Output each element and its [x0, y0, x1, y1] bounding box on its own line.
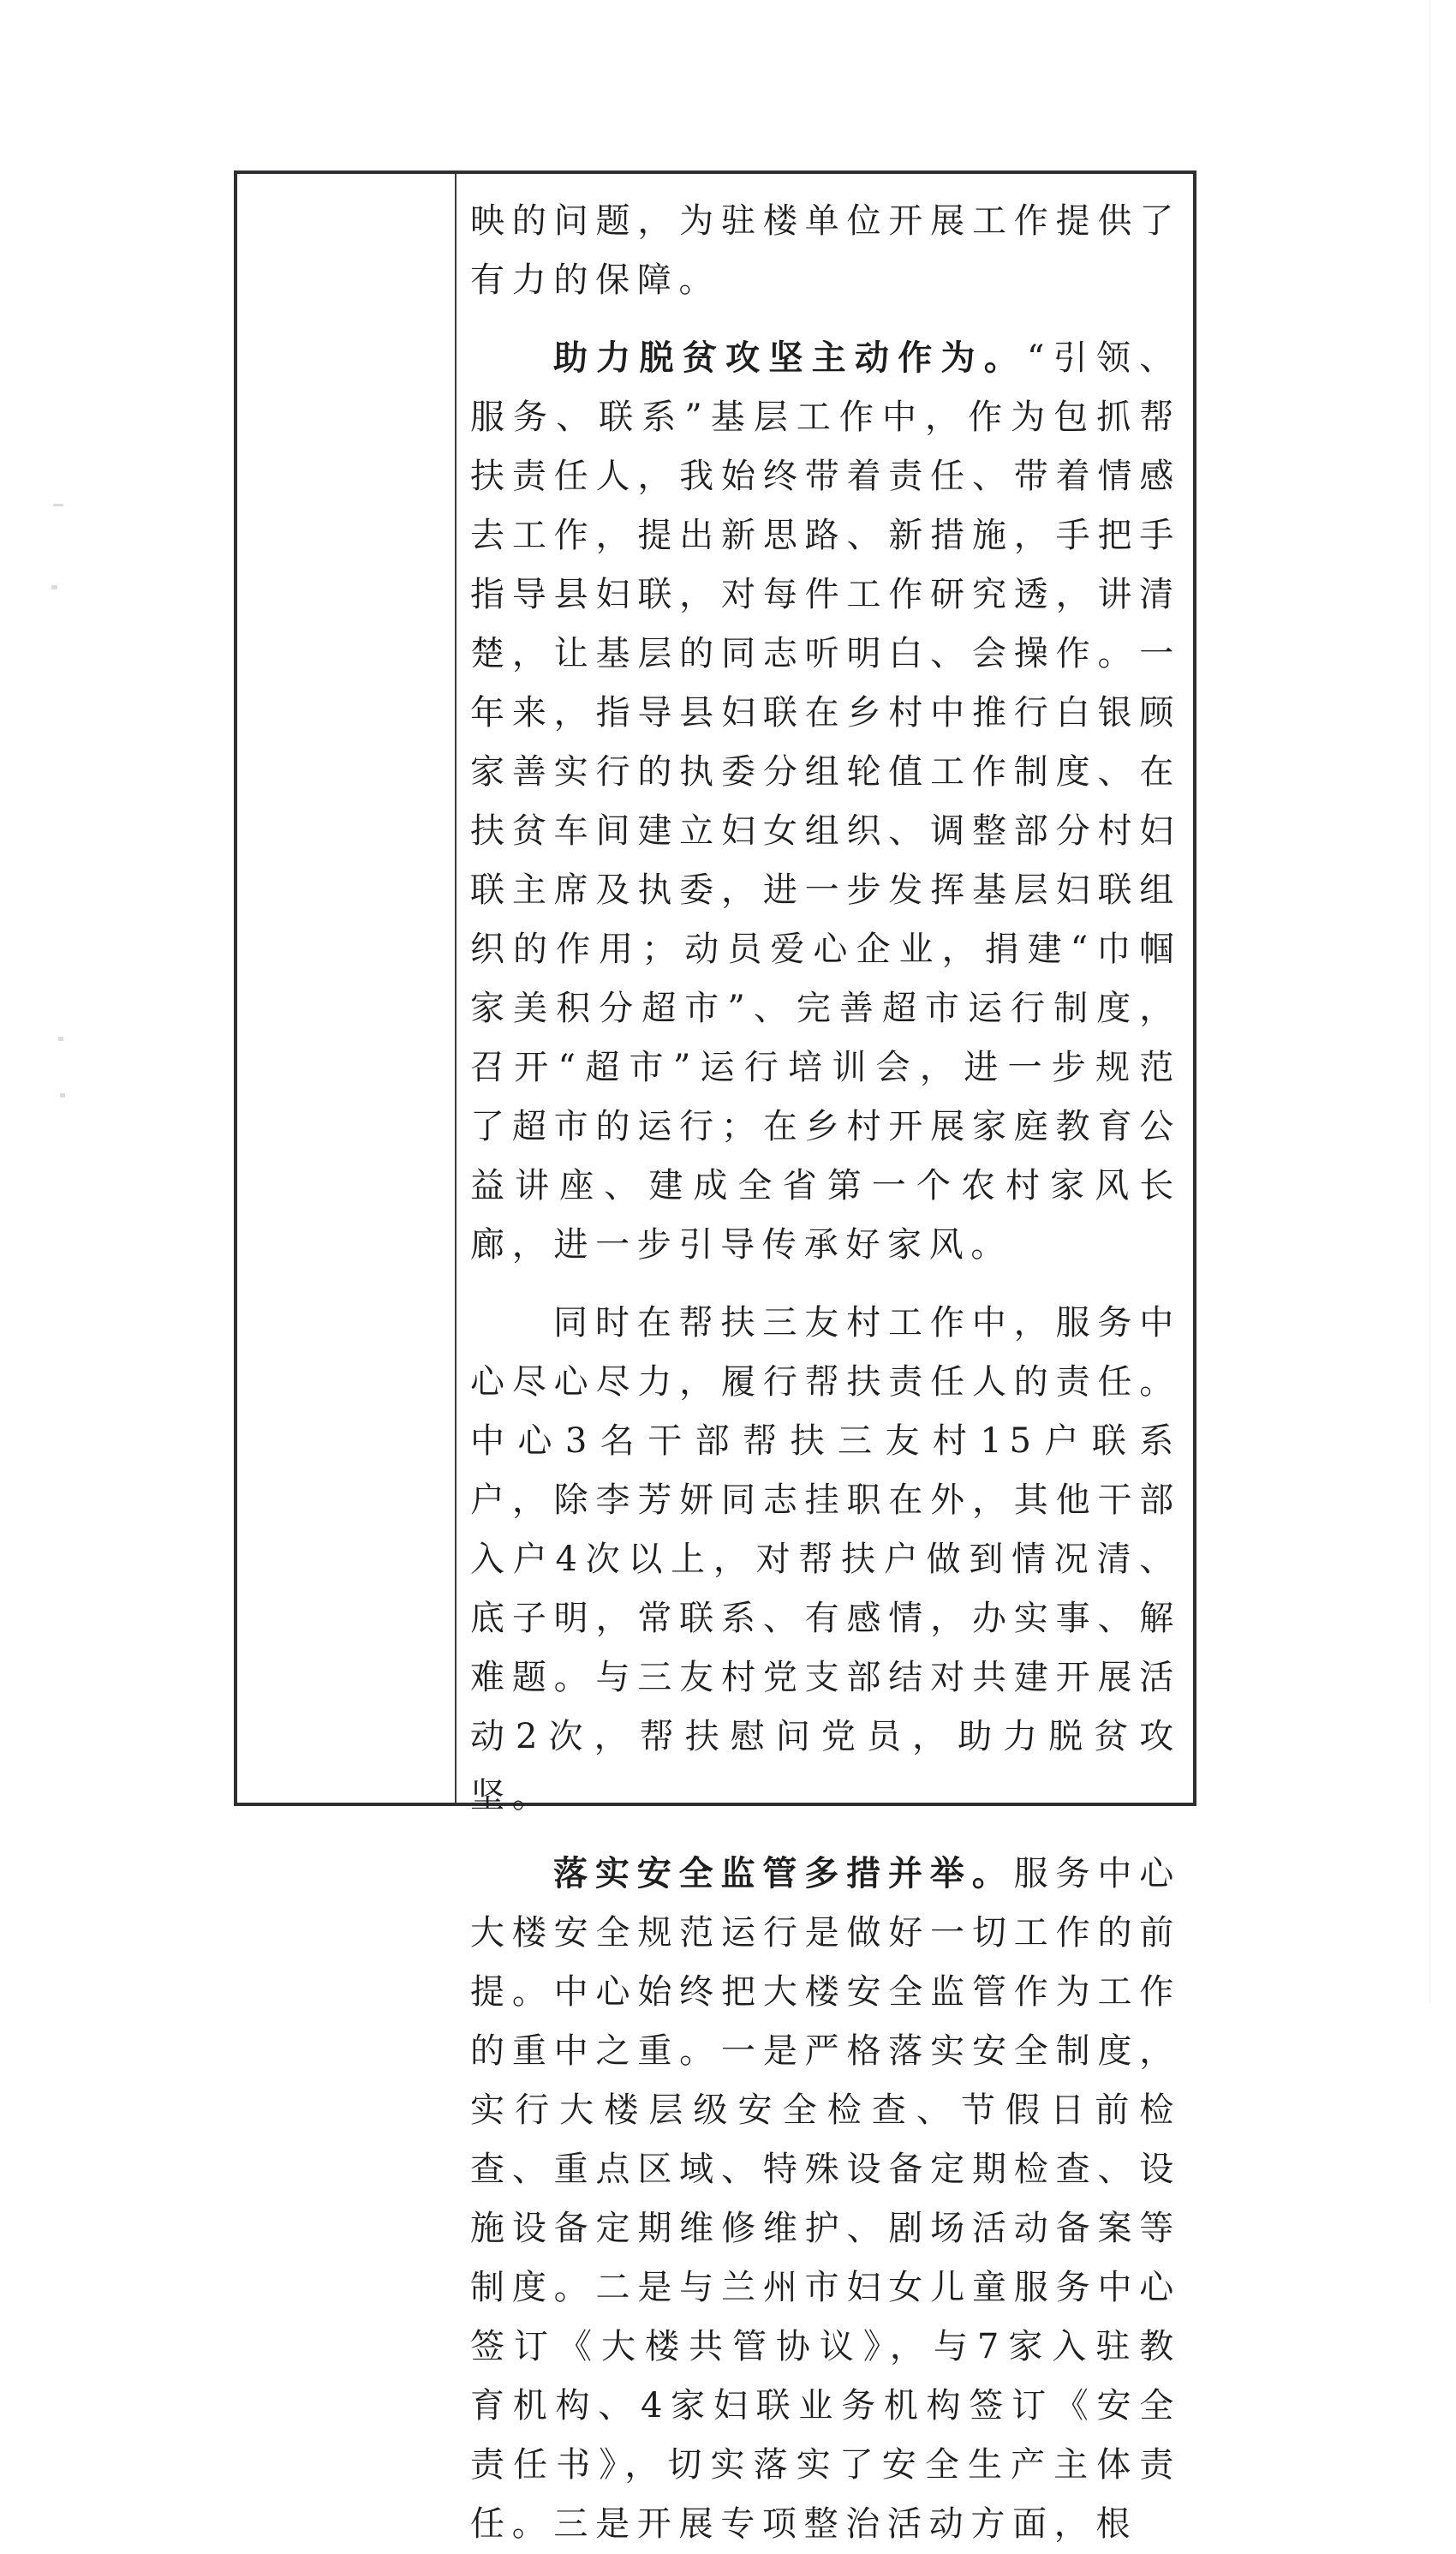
paragraph-body: 同时在帮扶三友村工作中，服务中心尽心尽力，履行帮扶责任人的责任。中心3名干部帮扶三友村15户联系户，除李芳妍同志挂职在外，其他干部入户4次以上，对帮扶户做到情况清、底子明，常联系、有感情，办实事、解难题。与三友村党支部结对共建开展活动2次，帮扶慰问党员，助力脱贫攻坚。: [470, 1303, 1181, 1815]
scan-page-edge: [1429, 0, 1430, 2003]
paragraph-heading: 助力脱贫攻坚主动作为。: [553, 338, 1028, 378]
binding-mark: [58, 1037, 63, 1041]
table-content-cell: [456, 174, 1193, 2544]
binding-mark: [60, 1093, 65, 1098]
paragraph-body: 映的问题，为驻楼单位开展工作提供了有力的保障。: [470, 201, 1181, 300]
paragraph-body: 服务中心大楼安全规范运行是做好一切工作的前提。中心始终把大楼安全监管作为工作的重中之重。一是严格落实安全制度，实行大楼层级安全检查、节假日前检查、重点区域、特殊设备定期检查、设施设备定期维修维护、剧场活动备案等制度。二是与兰州市妇女儿童服务中心签订《大楼共管协议》，与7家入驻教育机构、4家妇联业务机构签订《安全责任书》，切实落实了安全生产主体责任。三是开展专项整治活动方面，根: [470, 1854, 1181, 2544]
paragraph-safety-supervision: [470, 1844, 1181, 2554]
paragraph-sanyou-village: [470, 1293, 1181, 1826]
table-label-cell: [237, 174, 456, 1803]
paragraph-heading: 落实安全监管多措并举。: [553, 1853, 1014, 1893]
paragraph-continuation: [470, 191, 1181, 310]
paragraph-body: “引领、服务、联系”基层工作中，作为包抓帮扶责任人，我始终带着责任、带着情感去工作，提出新思路、新措施，手把手指导县妇联，对每件工作研究透，讲清楚，让基层的同志听明白、会操作。一年来，指导县妇联在乡村中推行白银顾家善实行的执委分组轮值工作制度、在扶贫车间建立妇女组织、调整部分村妇联主席及执委，进一步发挥基层妇联组织的作用；动员爱心企业，捐建“巾帼家美积分超市”、完善超市运行制度，召开“超市”运行培训会，进一步规范了超市的运行；在乡村开展家庭教育公益讲座、建成全省第一个农村家风长廊，进一步引导传承好家风。: [470, 338, 1182, 1265]
form-table: [234, 170, 1196, 2544]
paragraph-poverty-alleviation: [470, 328, 1181, 1275]
binding-mark: [51, 585, 57, 589]
binding-mark: [53, 504, 63, 506]
